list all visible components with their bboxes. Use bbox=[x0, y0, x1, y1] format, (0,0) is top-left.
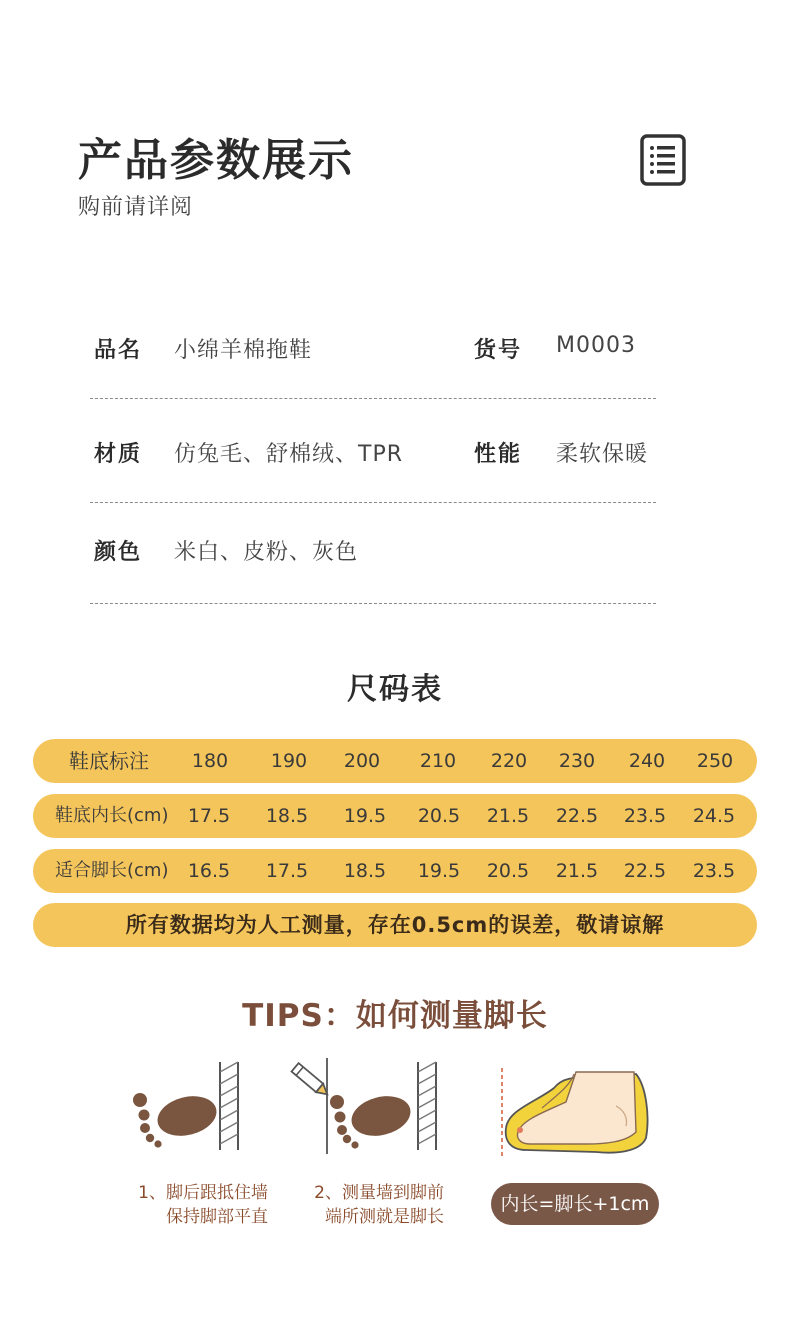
size-table-title: 尺码表 bbox=[347, 672, 443, 707]
step2-line1: 2、测量墙到脚前 bbox=[314, 1183, 444, 1203]
size-cell: 19.5 bbox=[343, 805, 387, 827]
measurement-note: 所有数据均为人工测量，存在0.5cm的误差，敬请谅解 bbox=[125, 913, 665, 937]
size-cell: 16.5 bbox=[187, 860, 231, 882]
size-row-label: 鞋底标注 bbox=[69, 749, 149, 773]
step1-line2: 保持脚部平直 bbox=[166, 1207, 268, 1227]
size-cell: 230 bbox=[558, 750, 596, 772]
size-cell: 18.5 bbox=[343, 860, 387, 882]
size-cell: 180 bbox=[191, 750, 229, 772]
size-cell: 19.5 bbox=[417, 860, 461, 882]
formula-pill: 内长=脚长+1cm bbox=[491, 1183, 659, 1225]
measurement-note-bar bbox=[33, 903, 757, 947]
item-no-label: 货号 bbox=[474, 338, 523, 363]
size-row-label: 鞋底内长(cm) bbox=[55, 805, 169, 826]
page-title: 产品参数展示 bbox=[78, 135, 354, 186]
size-cell: 22.5 bbox=[623, 860, 667, 882]
size-cell: 210 bbox=[419, 750, 457, 772]
size-row-foot-length bbox=[33, 849, 757, 893]
step1-caption bbox=[122, 1181, 268, 1229]
size-cell: 17.5 bbox=[265, 860, 309, 882]
size-cell: 24.5 bbox=[692, 805, 736, 827]
material-value: 仿兔毛、舒棉绒、TPR bbox=[174, 442, 403, 467]
size-cell: 18.5 bbox=[265, 805, 309, 827]
step2-line2: 端所测就是脚长 bbox=[325, 1207, 444, 1227]
size-cell: 22.5 bbox=[555, 805, 599, 827]
size-cell: 20.5 bbox=[417, 805, 461, 827]
size-row-sole-mark bbox=[33, 739, 757, 783]
size-cell: 17.5 bbox=[187, 805, 231, 827]
size-cell: 240 bbox=[628, 750, 666, 772]
page-subtitle: 购前请详阅 bbox=[78, 195, 194, 220]
pencil-measure-illustration bbox=[285, 1058, 445, 1154]
size-cell: 21.5 bbox=[486, 805, 530, 827]
product-name-label: 品名 bbox=[94, 338, 143, 363]
size-row-label: 适合脚长(cm) bbox=[55, 860, 169, 881]
product-name-value: 小绵羊棉拖鞋 bbox=[174, 338, 313, 363]
performance-value: 柔软保暖 bbox=[556, 442, 649, 467]
size-cell: 23.5 bbox=[692, 860, 736, 882]
spec-row-color bbox=[90, 503, 656, 604]
step2-caption bbox=[298, 1181, 444, 1229]
color-label: 颜色 bbox=[94, 540, 143, 565]
size-row-inner-length bbox=[33, 794, 757, 838]
foot-in-slipper-illustration bbox=[496, 1066, 656, 1158]
size-cell: 190 bbox=[270, 750, 308, 772]
footprint-wall-illustration bbox=[125, 1058, 245, 1154]
document-list-icon bbox=[640, 134, 686, 186]
item-no-value: M0003 bbox=[556, 333, 636, 358]
performance-label: 性能 bbox=[474, 442, 523, 467]
material-label: 材质 bbox=[94, 442, 143, 467]
step1-line1: 1、脚后跟抵住墙 bbox=[138, 1183, 268, 1203]
size-cell: 200 bbox=[343, 750, 381, 772]
size-cell: 20.5 bbox=[486, 860, 530, 882]
size-cell: 220 bbox=[490, 750, 528, 772]
size-cell: 23.5 bbox=[623, 805, 667, 827]
size-cell: 250 bbox=[696, 750, 734, 772]
color-value: 米白、皮粉、灰色 bbox=[174, 540, 359, 565]
size-cell: 21.5 bbox=[555, 860, 599, 882]
spec-row-material bbox=[90, 399, 656, 503]
spec-row-name bbox=[90, 295, 656, 399]
tips-title: TIPS：如何测量脚长 bbox=[242, 998, 548, 1034]
